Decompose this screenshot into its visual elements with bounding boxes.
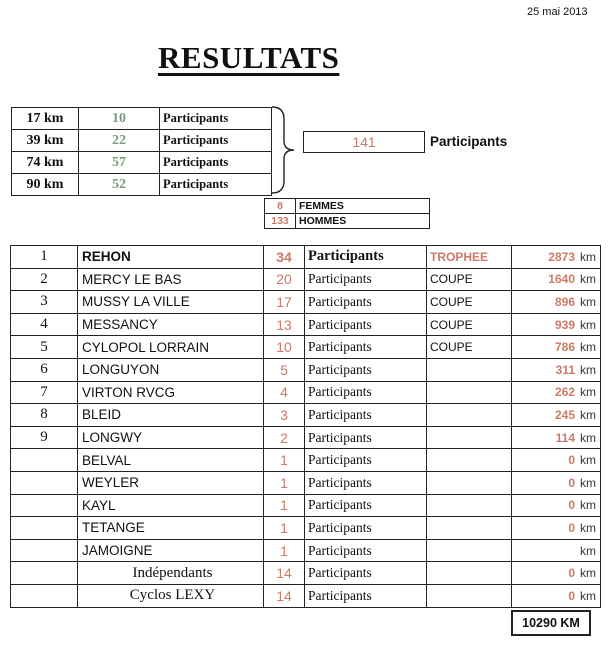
km-unit: km: [580, 362, 596, 377]
participants-cell: Participants: [305, 404, 427, 427]
document-date: 25 mai 2013: [527, 6, 588, 18]
km-value: 2873: [548, 249, 575, 264]
club-cell: JAMOIGNE: [78, 539, 264, 562]
participants-cell: Participants: [305, 449, 427, 472]
participants-cell: Participants: [305, 426, 427, 449]
award-cell: COUPE: [427, 268, 512, 291]
km-unit: km: [580, 520, 596, 535]
km-value: 0: [568, 520, 575, 535]
km-value: 311: [555, 362, 575, 377]
rank-cell: [11, 562, 78, 585]
participants-cell: Participants: [305, 584, 427, 607]
gender-label: HOMMES: [296, 214, 430, 229]
km-unit: km: [580, 317, 596, 332]
km-unit: km: [580, 249, 596, 264]
km-value: 245: [554, 407, 575, 422]
km-value: 0: [568, 498, 575, 513]
km-value: 114: [555, 430, 575, 445]
km-value: 262: [554, 385, 575, 400]
table-row: [11, 494, 601, 517]
rank-cell: [11, 449, 78, 472]
award-cell: [427, 584, 512, 607]
rank-cell: 9: [11, 426, 78, 449]
table-row: [11, 336, 601, 359]
gender-row: [265, 214, 430, 229]
table-row: [11, 426, 601, 449]
distance-row: [12, 130, 272, 152]
count-cell: 34: [264, 246, 305, 269]
club-cell: WEYLER: [78, 471, 264, 494]
award-cell: COUPE: [427, 336, 512, 359]
distance-label: Participants: [160, 152, 272, 174]
km-unit: km: [580, 385, 596, 400]
rank-cell: 4: [11, 313, 78, 336]
table-row: [11, 313, 601, 336]
distance-km: 90 km: [12, 174, 79, 196]
count-cell: 1: [264, 471, 305, 494]
distance-table: [11, 107, 272, 196]
participants-cell: Participants: [305, 494, 427, 517]
gender-label: FEMMES: [296, 199, 430, 214]
km-cell: [512, 584, 601, 607]
total-participants-count: 141: [303, 131, 425, 153]
km-cell: [512, 426, 601, 449]
club-cell: MUSSY LA VILLE: [78, 291, 264, 314]
club-cell: Cyclos LEXY: [78, 584, 264, 607]
rank-cell: [11, 471, 78, 494]
km-cell: [512, 517, 601, 540]
participants-cell: Participants: [305, 291, 427, 314]
count-cell: 1: [264, 494, 305, 517]
count-cell: 1: [264, 539, 305, 562]
table-row: [11, 562, 601, 585]
table-row: [11, 517, 601, 540]
rank-cell: 2: [11, 268, 78, 291]
km-unit: km: [580, 543, 596, 558]
participants-cell: Participants: [305, 313, 427, 336]
distance-count: 22: [79, 130, 160, 152]
results-table: [10, 245, 601, 608]
gender-table: [264, 198, 430, 229]
km-unit: km: [580, 430, 596, 445]
table-row: [11, 584, 601, 607]
club-cell: BELVAL: [78, 449, 264, 472]
curly-brace-icon: [268, 105, 308, 195]
club-cell: TETANGE: [78, 517, 264, 540]
award-cell: [427, 562, 512, 585]
km-value: 939: [554, 317, 575, 332]
count-cell: 3: [264, 404, 305, 427]
participants-cell: Participants: [305, 268, 427, 291]
distance-row: [12, 174, 272, 196]
rank-cell: [11, 494, 78, 517]
rank-cell: 7: [11, 381, 78, 404]
rank-cell: [11, 584, 78, 607]
page-title: RESULTATS: [158, 40, 340, 75]
km-cell: [512, 539, 601, 562]
distance-km: 74 km: [12, 152, 79, 174]
award-cell: [427, 404, 512, 427]
total-km-box: 10290 KM: [511, 610, 591, 636]
km-unit: km: [580, 453, 596, 468]
table-row: [11, 449, 601, 472]
table-row: [11, 268, 601, 291]
participants-cell: Participants: [305, 471, 427, 494]
participants-cell: Participants: [305, 517, 427, 540]
table-row: [11, 471, 601, 494]
table-row: [11, 358, 601, 381]
club-cell: VIRTON RVCG: [78, 381, 264, 404]
km-value: 786: [554, 340, 575, 355]
km-value: 0: [568, 453, 575, 468]
award-cell: [427, 517, 512, 540]
award-cell: COUPE: [427, 313, 512, 336]
km-value: 0: [568, 588, 575, 603]
km-cell: [512, 471, 601, 494]
distance-count: 10: [79, 108, 160, 130]
participants-cell: Participants: [305, 539, 427, 562]
distance-count: 52: [79, 174, 160, 196]
km-cell: [512, 449, 601, 472]
distance-row: [12, 152, 272, 174]
club-cell: REHON: [78, 246, 264, 269]
table-row: [11, 291, 601, 314]
club-cell: LONGWY: [78, 426, 264, 449]
distance-row: [12, 108, 272, 130]
km-unit: km: [580, 566, 596, 581]
count-cell: 14: [264, 562, 305, 585]
km-unit: km: [580, 294, 596, 309]
rank-cell: 6: [11, 358, 78, 381]
gender-row: [265, 199, 430, 214]
km-value: 1640: [548, 272, 575, 287]
participants-cell: Participants: [305, 381, 427, 404]
count-cell: 1: [264, 449, 305, 472]
km-cell: [512, 358, 601, 381]
count-cell: 10: [264, 336, 305, 359]
km-cell: [512, 381, 601, 404]
count-cell: 17: [264, 291, 305, 314]
km-cell: [512, 246, 601, 269]
table-row: [11, 404, 601, 427]
award-cell: COUPE: [427, 291, 512, 314]
km-cell: [512, 313, 601, 336]
table-row: [11, 539, 601, 562]
club-cell: MERCY LE BAS: [78, 268, 264, 291]
km-unit: km: [580, 588, 596, 603]
km-value: 896: [554, 294, 575, 309]
award-cell: TROPHEE: [427, 246, 512, 269]
distance-count: 57: [79, 152, 160, 174]
gender-count: 8: [265, 199, 296, 214]
count-cell: 5: [264, 358, 305, 381]
distance-km: 39 km: [12, 130, 79, 152]
rank-cell: [11, 517, 78, 540]
count-cell: 4: [264, 381, 305, 404]
club-cell: KAYL: [78, 494, 264, 517]
club-cell: MESSANCY: [78, 313, 264, 336]
award-cell: [427, 426, 512, 449]
km-unit: km: [580, 407, 596, 422]
km-cell: [512, 291, 601, 314]
distance-label: Participants: [160, 174, 272, 196]
rank-cell: 1: [11, 246, 78, 269]
participants-cell: Participants: [305, 358, 427, 381]
km-cell: [512, 494, 601, 517]
rank-cell: 8: [11, 404, 78, 427]
award-cell: [427, 539, 512, 562]
club-cell: BLEID: [78, 404, 264, 427]
km-cell: [512, 562, 601, 585]
distance-label: Participants: [160, 130, 272, 152]
km-unit: km: [580, 272, 596, 287]
award-cell: [427, 381, 512, 404]
participants-cell: Participants: [305, 562, 427, 585]
rank-cell: 5: [11, 336, 78, 359]
km-unit: km: [580, 475, 596, 490]
km-cell: [512, 336, 601, 359]
count-cell: 2: [264, 426, 305, 449]
km-value: 0: [568, 566, 575, 581]
award-cell: [427, 449, 512, 472]
award-cell: [427, 471, 512, 494]
count-cell: 1: [264, 517, 305, 540]
club-cell: CYLOPOL LORRAIN: [78, 336, 264, 359]
total-participants-label: Participants: [430, 134, 508, 149]
table-row: [11, 381, 601, 404]
km-unit: km: [580, 340, 596, 355]
participants-cell: Participants: [305, 336, 427, 359]
km-value: 0: [568, 475, 575, 490]
participants-cell: Participants: [305, 246, 427, 269]
km-cell: [512, 404, 601, 427]
km-unit: km: [580, 498, 596, 513]
count-cell: 13: [264, 313, 305, 336]
distance-km: 17 km: [12, 108, 79, 130]
km-cell: [512, 268, 601, 291]
count-cell: 14: [264, 584, 305, 607]
rank-cell: 3: [11, 291, 78, 314]
club-cell: Indépendants: [78, 562, 264, 585]
gender-count: 133: [265, 214, 296, 229]
table-row: [11, 246, 601, 269]
award-cell: [427, 358, 512, 381]
distance-label: Participants: [160, 108, 272, 130]
club-cell: LONGUYON: [78, 358, 264, 381]
award-cell: [427, 494, 512, 517]
count-cell: 20: [264, 268, 305, 291]
rank-cell: [11, 539, 78, 562]
